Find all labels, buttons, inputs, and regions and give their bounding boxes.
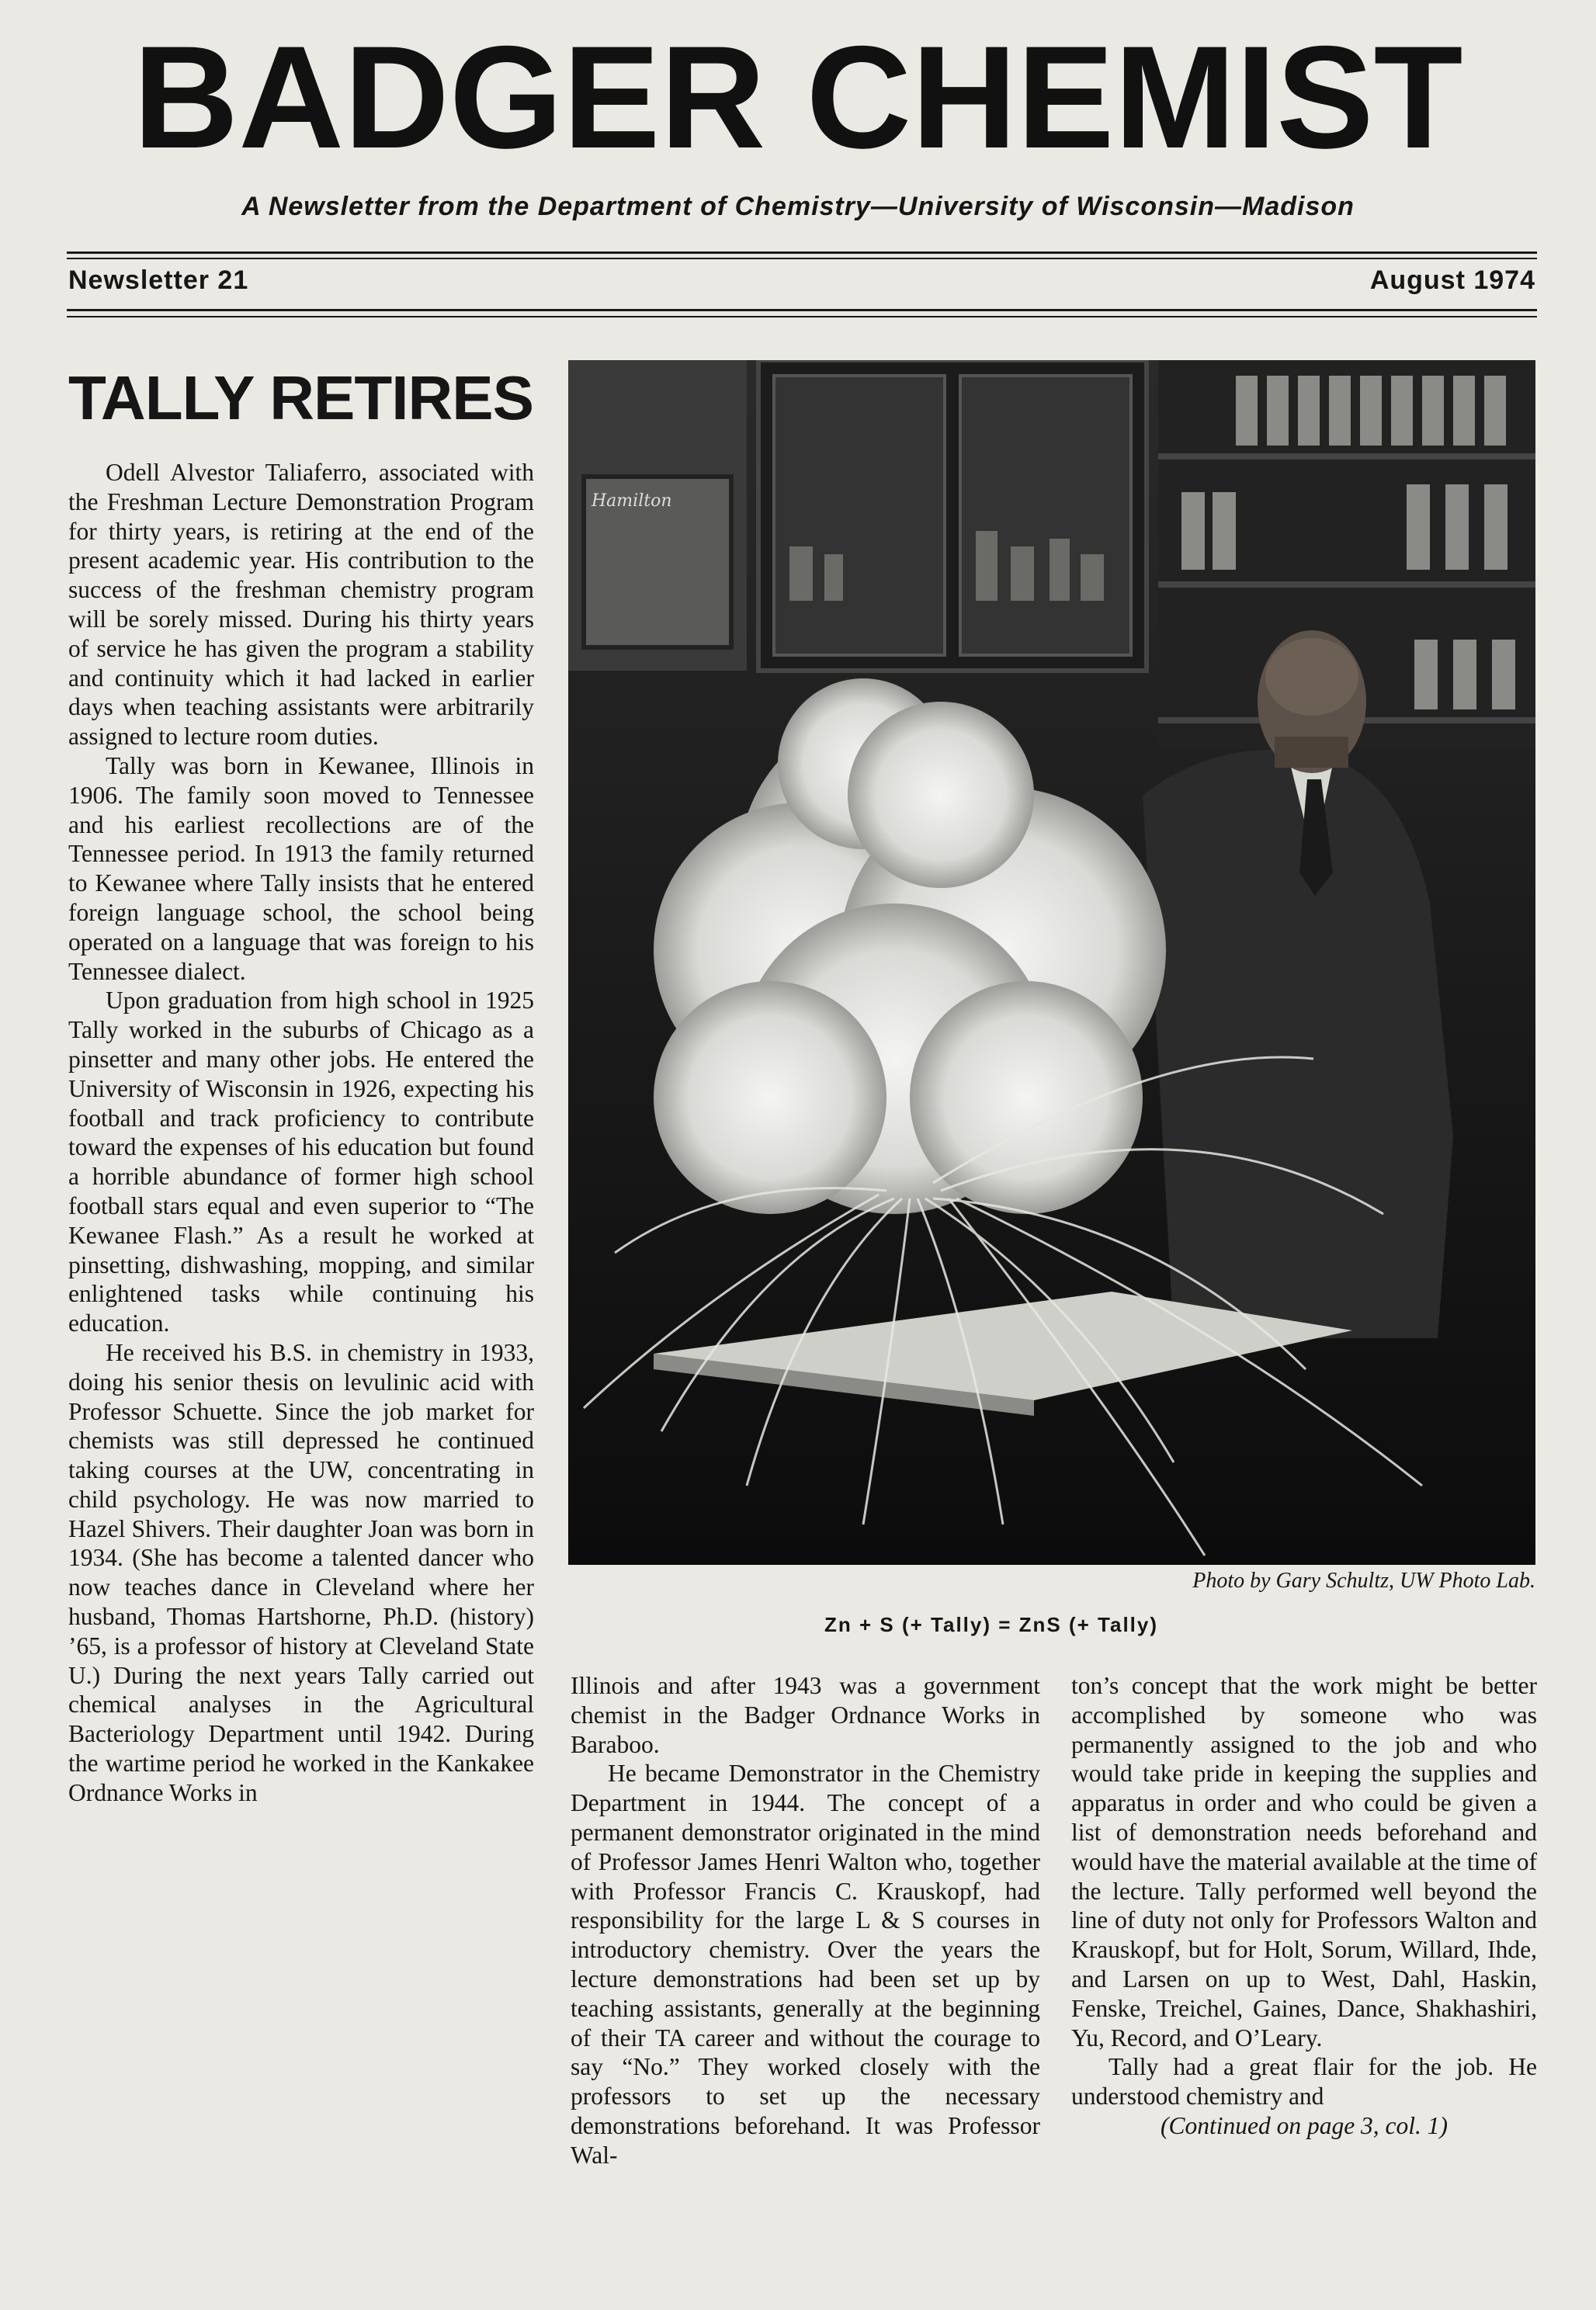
photo-credit: Photo by Gary Schultz, UW Photo Lab. — [1192, 1569, 1535, 1593]
masthead-rule-top-1 — [67, 251, 1537, 254]
issue-line — [68, 265, 1535, 300]
feature-photo — [568, 360, 1535, 1565]
paragraph: Odell Alvestor Taliaferro, associated with the Freshman Lecture Demonstration Program for thirty years, is retiring at the end of the present academic year. His contribution to the success of the freshman chemistry program will be sorely missed. During his thirty years of service he has given the program a stability and continuity which it had lacked in earlier days when teaching assistants were arbitrarily assigned to lecture room duties. — [68, 459, 534, 751]
paragraph: Illinois and after 1943 was a government chemist in the Badger Ordnance Works in Baraboo. — [571, 1672, 1040, 1758]
cabinet-label: Hamilton — [592, 491, 672, 511]
article-column-2 — [571, 1671, 1040, 2261]
paragraph: He received his B.S. in chemistry in 1933, doing his senior thesis on levulinic acid with Professor Schuette. Since the job market for chemists was still depressed he continued taking courses at the UW, concentrating in child psychology. He was now married to Hazel Shivers. Their daughter Joan was born in 1934. (She has become a talented dancer who now teaches dance in Cleveland where her husband, Thomas Hartshorne, Ph.D. (history) ’65, is a professor of history at Cleveland State U.) During the next years Tally carried out chemical analyses in the Agricultural Bacteriology Department until 1942. During the wartime period he worked in the Kankakee Ordnance Works in — [68, 1338, 534, 1806]
newsletter-title: BADGER CHEMIST — [133, 16, 1463, 179]
continued-note: (Continued on page 3, col. 1) — [1160, 2111, 1449, 2139]
paragraph: Tally had a great flair for the job. He understood chemistry and — [1071, 2053, 1537, 2111]
article-column-3 — [1071, 1671, 1537, 2277]
article-headline: TALLY RETIRES — [68, 363, 533, 432]
masthead-rule-bottom-1 — [67, 309, 1537, 311]
paragraph: Tally was born in Kewanee, Illinois in 1906. The family soon moved to Tennessee and his earliest recollections are of the Tennessee period. In 1913 the family returned to Kewanee where Tally insists that he entered foreign language school, the school being operated on a language that was foreign to his Tennessee dialect. — [68, 751, 534, 985]
paragraph: ton’s concept that the work might be better accomplished by someone who was permanently assigned to the job and who would take pride in keeping the supplies and apparatus in order and who could be given a list of demonstration needs beforehand and would have the material available at the time of the lecture. Tally performed well beyond the line of duty not only for Professors Walton and Krauskopf, but for Holt, Sorum, Willard, Ihde, and Larsen on up to West, Dahl, Haskin, Fenske, Treichel, Gaines, Dance, Shakhashiri, Yu, Record, and O’Leary. — [1071, 1672, 1538, 2052]
masthead-rule-bottom-2 — [67, 316, 1537, 317]
photo-caption: Zn + S (+ Tally) = ZnS (+ Tally) — [824, 1613, 1159, 1636]
issue-number: Newsletter 21 — [68, 265, 249, 295]
issue-date: August 1974 — [1369, 265, 1535, 295]
newsletter-subtitle: A Newsletter from the Department of Chemistry—University of Wisconsin—Madison — [241, 192, 1355, 221]
paragraph: Upon graduation from high school in 1925 Tally worked in the suburbs of Chicago as a pinsetter and many other jobs. He entered the University of Wisconsin in 1926, expecting his football and track proficiency to contribute toward the expenses of his education but found a horrible abundance of former high school football stars equal and even superior to “The Kewanee Flash.” As a result he worked at pinsetting, dishwashing, mopping, and similar enlightened tasks while continuing his education. — [68, 987, 534, 1337]
photo-illustration — [568, 360, 1535, 1565]
article-column-1 — [68, 458, 534, 2267]
masthead-rule-top-2 — [67, 258, 1537, 259]
paragraph: He became Demonstrator in the Chemistry Department in 1944. The concept of a permanent demonstrator originated in the mind of Professor James Henri Walton who, together with Professor Francis C. Krauskopf, had responsibility for the large L & S courses in introductory chemistry. Over the years the lecture demonstrations had been set up by teaching assistants, generally at the beginning of their TA career and without the courage to say “No.” They worked closely with the professors to set up the necessary demonstrations beforehand. It was Professor Wal- — [571, 1760, 1040, 2169]
